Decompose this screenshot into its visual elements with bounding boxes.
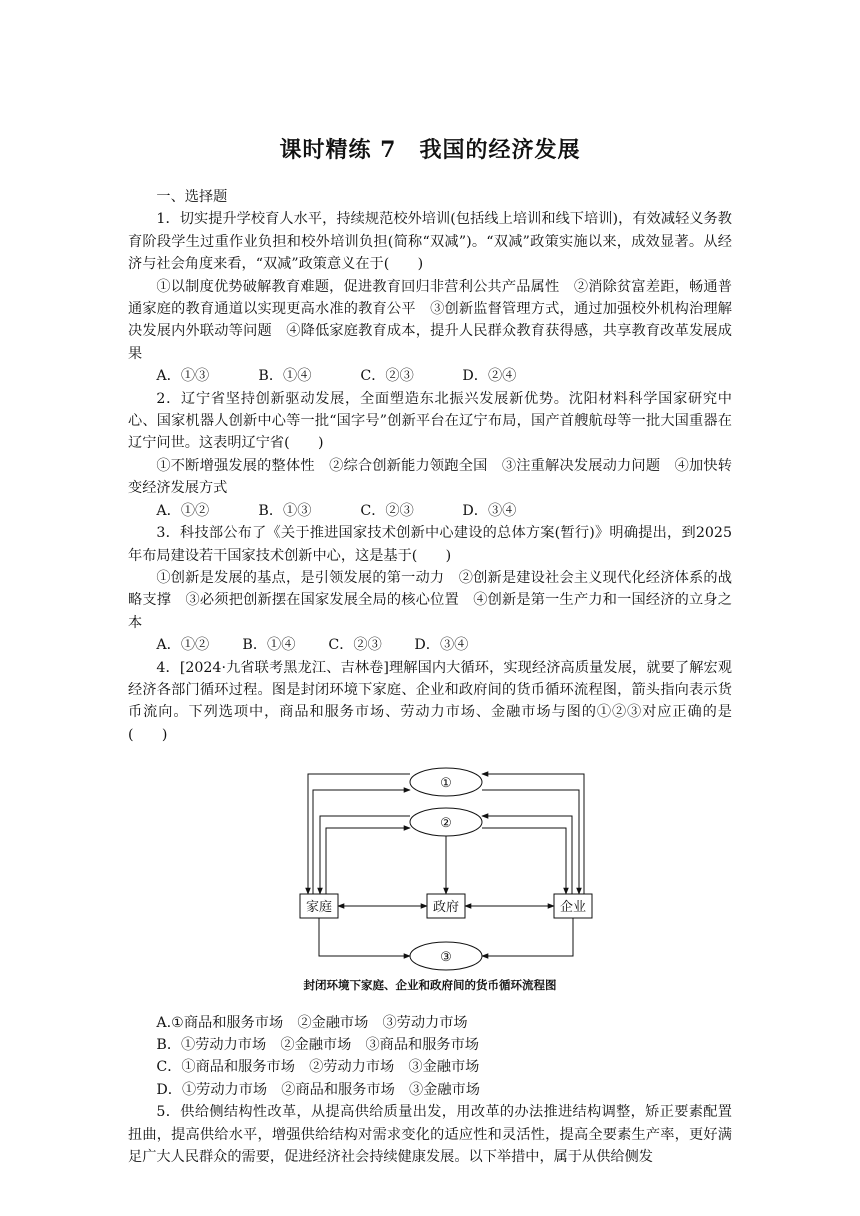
q4-stem: 4．[2024·九省联考黑龙江、吉林卷]理解国内大循环，实现经济高质量发展，就要了解宏观经济各部门循环过程。图是封闭环境下家庭、企业和政府间的货币循环流程图，箭头指向表示货币流向。下列选项中，商品和服务市场、劳动力市场、金融市场与图的①②③对应正确的是( ) (128, 659, 732, 743)
q3-option-b: B．①④ (242, 637, 296, 654)
q3-options (128, 634, 732, 656)
q2-option-b: B．①③ (258, 502, 312, 519)
q2-option-a: A．①② (156, 502, 210, 519)
q4-option-c: C．①商品和服务市场 ②劳动力市场 ③金融市场 (156, 1059, 480, 1076)
q1-option-c: C．②③ (360, 368, 414, 385)
q4-option-d: D．①劳动力市场 ②商品和服务市场 ③金融市场 (156, 1081, 480, 1098)
q1-option-b: B．①④ (258, 368, 312, 385)
gov-label: 政府 (432, 900, 460, 916)
q2-option-d: D．③④ (462, 502, 517, 519)
node-1-label: ① (440, 776, 452, 792)
money-flow-svg (296, 760, 596, 982)
q1-items: ①以制度优势破解教育难题，促进教育回归非营利公共产品属性 ②消除贫富差距，畅通普通家庭的教育通道以实现更高水准的教育公平 ③创新监督管理方式，通过加强校外机构治理解决发展内外联动等问题 ④降低家庭教育成本，提升人民群众教育获得感，共享教育改革发展成果 (128, 278, 732, 362)
q4-option-a: A.①商品和服务市场 ②金融市场 ③劳动力市场 (156, 1014, 468, 1031)
q5-stem: 5．供给侧结构性改革，从提高供给质量出发，用改革的办法推进结构调整，矫正要素配置扭曲，提高供给水平，增强供给结构对需求变化的适应性和灵活性，提高全要素生产率，更好满足广大人民群众的需要，促进经济社会持续健康发展。以下举措中，属于从供给侧发 (128, 1104, 732, 1165)
q1-stem: 1．切实提升学校育人水平，持续规范校外培训(包括线上培训和线下培训)，有效减轻义务教育阶段学生过重作业负担和校外培训负担(简称“双减”)。“双减”政策实施以来，成效显著。从经济与社会角度来看，“双减”政策意义在于( ) (128, 211, 732, 273)
q2-items: ①不断增强发展的整体性 ②综合创新能力领跑全国 ③注重解决发展动力问题 ④加快转变经济发展方式 (128, 457, 732, 497)
q3-stem: 3．科技部公布了《关于推进国家技术创新中心建设的总体方案(暂行)》明确提出，到2025年布局建设若干国家技术创新中心，这是基于( ) (128, 525, 732, 564)
q2-options (128, 500, 732, 522)
node-3-label: ③ (440, 950, 452, 966)
money-flow-diagram (128, 760, 732, 982)
q3-option-c: C．②③ (328, 637, 382, 654)
home-label: 家庭 (305, 900, 333, 916)
q1-option-d: D．②④ (462, 368, 517, 385)
page-title: 课时精练 7 我国的经济发展 (279, 137, 581, 163)
q3-option-a: A．①② (156, 637, 210, 654)
firm-label: 企业 (559, 900, 587, 916)
q2-stem: 2．辽宁省坚持创新驱动发展，全面塑造东北振兴发展新优势。沈阳材料科学国家研究中心、国家机器人创新中心等一批“国字号”创新平台在辽宁布局，国产首艘航母等一批大国重器在辽宁问世。这表明辽宁省( ) (128, 390, 732, 452)
content (128, 186, 732, 1168)
q3-items: ①创新是发展的基点，是引领发展的第一动力 ②创新是建设社会主义现代化经济体系的战略支撑 ③必须把创新摆在国家发展全局的核心位置 ④创新是第一生产力和一国经济的立身之本 (128, 569, 732, 631)
q1-options (128, 365, 732, 387)
section-heading: 一、选择题 (156, 189, 228, 205)
q2-option-c: C．②③ (360, 502, 414, 519)
node-2-label: ② (440, 816, 452, 832)
diagram-caption: 封闭环境下家庭、企业和政府间的货币循环流程图 (303, 978, 557, 993)
q4-option-b: B．①劳动力市场 ②金融市场 ③商品和服务市场 (156, 1036, 479, 1053)
q3-option-d: D．③④ (414, 637, 469, 654)
q1-option-a: A．①③ (156, 368, 210, 385)
